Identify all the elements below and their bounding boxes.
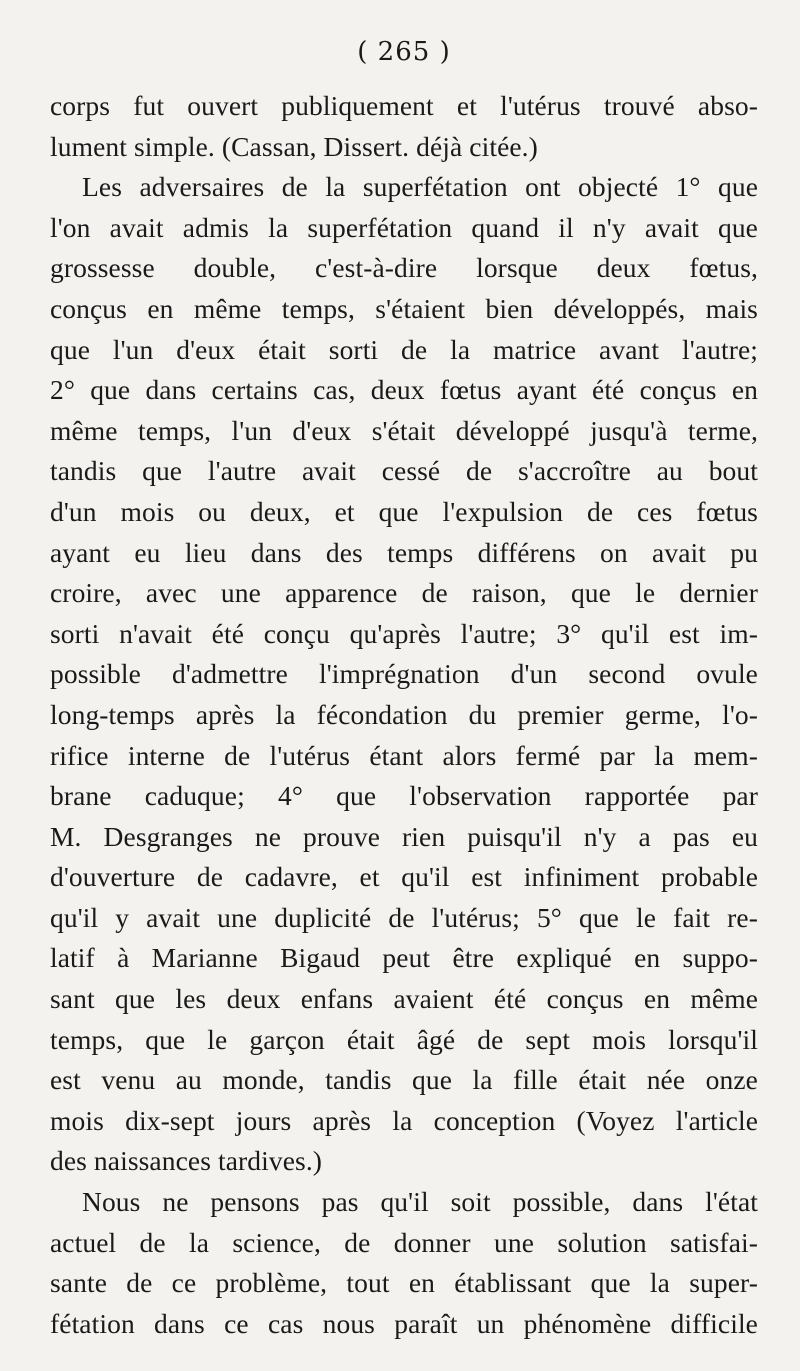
text-line: long-temps après la fécondation du premier germe, l'o- [50,698,758,730]
text-line: est venu au monde, tandis que la fille était née onze [50,1064,758,1096]
paragraph-2 [50,167,758,1182]
text-line: conçus en même temps, s'étaient bien développés, mais [50,292,758,324]
text-line: sant que les deux enfans avaient été conçus en même [50,983,758,1015]
text-line: Les adversaires de la superfétation ont objecté 1° que [82,171,758,203]
text-line: fétation dans ce cas nous paraît un phénomène difficile [50,1307,758,1339]
paragraph-3 [50,1182,758,1344]
text-line: actuel de la science, de donner une solution satisfai- [50,1226,758,1258]
text-line: grossesse double, c'est-à-dire lorsque deux fœtus, [50,252,758,284]
text-line: ayant eu lieu dans des temps différens on avait pu [50,536,758,568]
text-line: croire, avec une apparence de raison, que le dernier [50,577,758,609]
text-line: que l'un d'eux était sorti de la matrice avant l'autre; [50,333,758,365]
text-line: possible d'admettre l'imprégnation d'un second ovule [50,658,758,690]
text-line: d'ouverture de cadavre, et qu'il est infiniment probable [50,861,758,893]
text-line: qu'il y avait une duplicité de l'utérus; 5° que le fait re- [50,901,758,933]
text-line: d'un mois ou deux, et que l'expulsion de ces fœtus [50,495,758,527]
paragraph-1 [50,86,758,167]
text-line: mois dix-sept jours après la conception (Voyez l'article [50,1104,758,1136]
text-line: même temps, l'un d'eux s'était développé jusqu'à terme, [50,414,758,446]
text-line: tandis que l'autre avait cessé de s'accroître au bout [50,455,758,487]
text-line: sante de ce problème, tout en établissant que la super- [50,1267,758,1299]
text-line: lument simple. (Cassan, Dissert. déjà citée.) [50,130,538,162]
text-line: l'on avait admis la superfétation quand il n'y avait que [50,211,758,243]
text-line: 2° que dans certains cas, deux fœtus ayant été conçus en [50,374,758,406]
text-line: brane caduque; 4° que l'observation rapportée par [50,780,758,812]
text-line: sorti n'avait été conçu qu'après l'autre; 3° qu'il est im- [50,617,758,649]
text-line: latif à Marianne Bigaud peut être expliqué en suppo- [50,942,758,974]
text-line: corps fut ouvert publiquement et l'utérus trouvé abso- [50,90,758,121]
text-line: M. Desgranges ne prouve rien puisqu'il n'y a pas eu [50,820,758,852]
text-line: temps, que le garçon était âgé de sept mois lorsqu'il [50,1023,758,1055]
text-line: des naissances tardives.) [50,1145,323,1177]
text-line: Nous ne pensons pas qu'il soit possible, dans l'état [82,1186,758,1218]
text-line: rifice interne de l'utérus étant alors fermé par la mem- [50,739,758,771]
page-number: ( 265 ) [357,37,451,67]
